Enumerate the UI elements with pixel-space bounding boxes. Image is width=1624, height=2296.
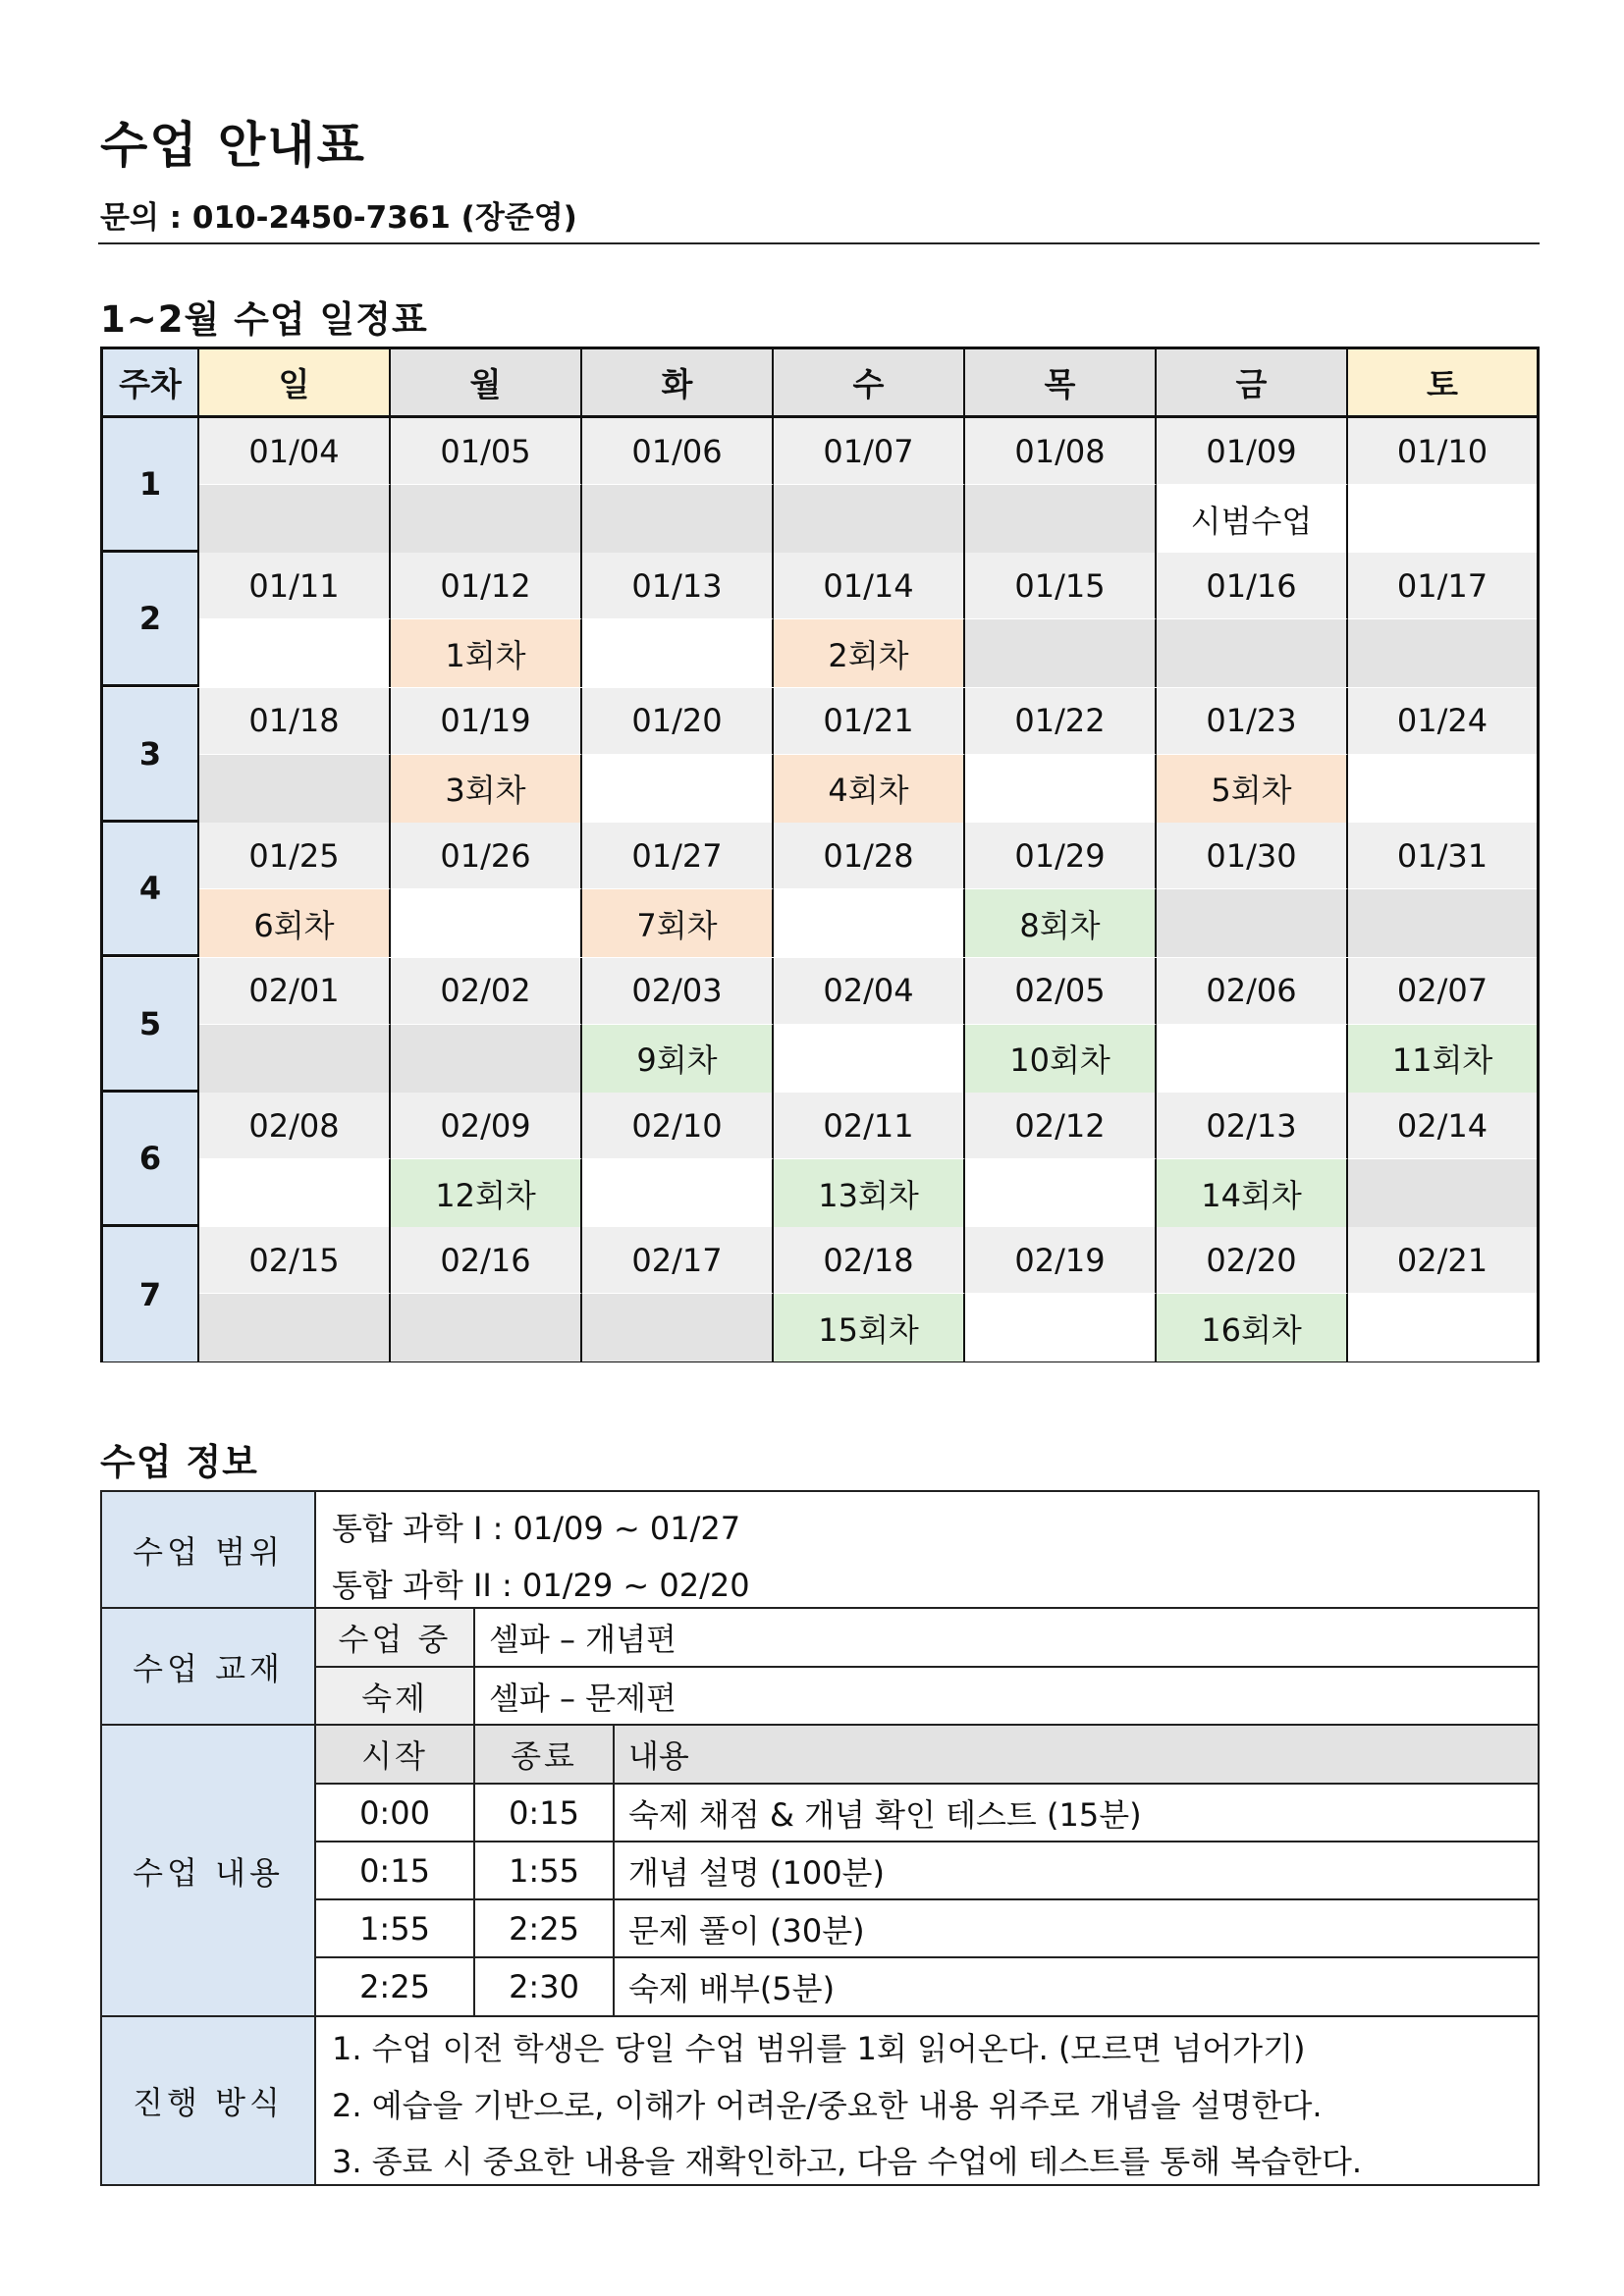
date-cell-wed: 01/28: [774, 823, 965, 889]
session-cell-thu: 8회차: [965, 889, 1157, 957]
date-cell-wed: 02/11: [774, 1093, 965, 1159]
date-cell-thu: 02/12: [965, 1093, 1157, 1159]
week-number: 3: [103, 688, 199, 820]
week-number: 4: [103, 823, 199, 954]
content-label: 수업 내용: [102, 1726, 316, 2015]
date-cell-tue: 01/27: [582, 823, 774, 889]
date-cell-thu: 01/08: [965, 418, 1157, 485]
session-cell-sun: [199, 1294, 391, 1362]
date-cell-wed: 02/04: [774, 958, 965, 1025]
date-cell-fri: 01/16: [1157, 553, 1348, 619]
schedule-header-row: [103, 349, 1537, 418]
day-header-fri: 금: [1157, 349, 1348, 415]
date-cell-tue: 02/10: [582, 1093, 774, 1159]
session-cell-thu: [965, 619, 1157, 687]
content-start-time: 0:00: [359, 1793, 430, 1832]
date-cell-thu: 02/05: [965, 958, 1157, 1025]
session-cell-fri: [1157, 1025, 1348, 1093]
session-cell-sun: [199, 619, 391, 687]
info-table: [100, 1490, 1540, 2186]
session-cell-sun: [199, 755, 391, 823]
date-cell-fri: 01/23: [1157, 688, 1348, 755]
date-cell-sat: 01/24: [1348, 688, 1537, 755]
date-cell-sun: 01/25: [199, 823, 391, 889]
session-cell-tue: 9회차: [582, 1025, 774, 1093]
session-cell-sat: [1348, 619, 1537, 687]
date-cell-thu: 02/19: [965, 1227, 1157, 1294]
date-cell-tue: 02/17: [582, 1227, 774, 1294]
session-cell-sat: [1348, 1159, 1537, 1227]
date-cell-wed: 02/18: [774, 1227, 965, 1294]
week-row: [103, 553, 1537, 687]
content-end-time: 2:30: [509, 1967, 579, 2005]
method-line-3: 3. 종료 시 중요한 내용을 재확인하고, 다음 수업에 테스트를 통해 복습한다.: [332, 2143, 1363, 2180]
session-cell-tue: [582, 619, 774, 687]
textbook-inclass-value: 셀파 – 개념편: [489, 1621, 677, 1658]
session-cell-wed: [774, 485, 965, 553]
day-header-mon: 월: [391, 349, 582, 415]
week-number: 7: [103, 1227, 199, 1362]
session-cell-thu: 10회차: [965, 1025, 1157, 1093]
date-cell-sat: 01/10: [1348, 418, 1537, 485]
session-cell-wed: 2회차: [774, 619, 965, 687]
day-header-sat: 토: [1348, 349, 1537, 415]
method-line-1: 1. 수업 이전 학생은 당일 수업 범위를 1회 읽어온다. (모르면 넘어가기): [332, 2030, 1306, 2067]
range-line-1: 통합 과학 I : 01/09 ~ 01/27: [332, 1510, 741, 1547]
date-cell-sun: 02/15: [199, 1227, 391, 1294]
date-cell-tue: 02/03: [582, 958, 774, 1025]
session-cell-mon: 12회차: [391, 1159, 582, 1227]
week-row: [103, 958, 1537, 1093]
date-cell-mon: 01/05: [391, 418, 582, 485]
content-end-time: 1:55: [509, 1851, 579, 1890]
session-cell-mon: [391, 485, 582, 553]
session-cell-mon: [391, 1025, 582, 1093]
session-cell-wed: [774, 889, 965, 957]
session-cell-tue: [582, 1294, 774, 1362]
divider: [102, 2015, 1538, 2017]
session-cell-sat: [1348, 1294, 1537, 1362]
day-header-tue: 화: [582, 349, 774, 415]
session-cell-wed: 13회차: [774, 1159, 965, 1227]
date-cell-wed: 01/07: [774, 418, 965, 485]
session-cell-sat: [1348, 755, 1537, 823]
header-divider: [98, 242, 1540, 244]
contact-info: 문의 : 010-2450-7361 (장준영): [100, 200, 577, 236]
session-cell-fri: 16회차: [1157, 1294, 1348, 1362]
divider: [473, 1607, 475, 1724]
date-cell-sun: 02/01: [199, 958, 391, 1025]
week-row: [103, 688, 1537, 823]
content-header-start: 시작: [316, 1726, 473, 1783]
schedule-section-title: 1~2월 수업 일정표: [100, 298, 428, 341]
date-cell-wed: 01/14: [774, 553, 965, 619]
session-cell-thu: [965, 755, 1157, 823]
date-cell-fri: 02/06: [1157, 958, 1348, 1025]
session-cell-sun: [199, 1159, 391, 1227]
session-cell-fri: 시범수업: [1157, 485, 1348, 553]
session-cell-sat: [1348, 485, 1537, 553]
session-cell-sun: [199, 485, 391, 553]
content-description: 숙제 채점 & 개념 확인 테스트 (15분): [628, 1795, 1142, 1834]
day-header-sun: 일: [199, 349, 391, 415]
info-section-title: 수업 정보: [100, 1441, 258, 1483]
date-cell-sat: 02/07: [1348, 958, 1537, 1025]
session-cell-thu: [965, 1159, 1157, 1227]
date-cell-wed: 01/21: [774, 688, 965, 755]
session-cell-tue: [582, 755, 774, 823]
content-start-time: 0:15: [359, 1851, 430, 1890]
week-number: 2: [103, 553, 199, 684]
session-cell-mon: [391, 889, 582, 957]
date-cell-sat: 01/31: [1348, 823, 1537, 889]
content-end-time: 0:15: [509, 1793, 579, 1832]
session-cell-mon: 1회차: [391, 619, 582, 687]
session-cell-fri: [1157, 889, 1348, 957]
divider: [473, 1724, 475, 2015]
textbook-homework-label: 숙제: [316, 1668, 473, 1724]
date-cell-mon: 02/09: [391, 1093, 582, 1159]
session-cell-thu: [965, 1294, 1157, 1362]
date-cell-mon: 01/26: [391, 823, 582, 889]
session-cell-fri: 5회차: [1157, 755, 1348, 823]
date-cell-thu: 01/15: [965, 553, 1157, 619]
session-cell-sun: [199, 1025, 391, 1093]
date-cell-mon: 02/16: [391, 1227, 582, 1294]
date-cell-fri: 01/09: [1157, 418, 1348, 485]
date-cell-sat: 01/17: [1348, 553, 1537, 619]
date-cell-sun: 01/18: [199, 688, 391, 755]
date-cell-fri: 02/20: [1157, 1227, 1348, 1294]
session-cell-sat: 11회차: [1348, 1025, 1537, 1093]
schedule-table: [100, 347, 1540, 1362]
date-cell-mon: 02/02: [391, 958, 582, 1025]
content-description: 개념 설명 (100분): [628, 1853, 885, 1892]
content-start-time: 1:55: [359, 1909, 430, 1948]
day-header-wed: 수: [774, 349, 965, 415]
session-cell-mon: [391, 1294, 582, 1362]
range-line-2: 통합 과학 II : 01/29 ~ 02/20: [332, 1567, 750, 1604]
content-start-time: 2:25: [359, 1967, 430, 2005]
date-cell-tue: 01/06: [582, 418, 774, 485]
session-cell-sun: 6회차: [199, 889, 391, 957]
range-label: 수업 범위: [102, 1492, 316, 1607]
week-number: 6: [103, 1093, 199, 1224]
session-cell-sat: [1348, 889, 1537, 957]
session-cell-wed: 4회차: [774, 755, 965, 823]
content-description: 숙제 배부(5분): [628, 1969, 836, 2007]
date-cell-sun: 01/04: [199, 418, 391, 485]
textbook-inclass-label: 수업 중: [316, 1609, 473, 1666]
date-cell-mon: 01/19: [391, 688, 582, 755]
session-cell-thu: [965, 485, 1157, 553]
date-cell-tue: 01/13: [582, 553, 774, 619]
week-number: 5: [103, 958, 199, 1090]
week-column-header: 주차: [103, 349, 199, 415]
session-cell-mon: 3회차: [391, 755, 582, 823]
date-cell-sat: 02/14: [1348, 1093, 1537, 1159]
content-description: 문제 풀이 (30분): [628, 1911, 865, 1949]
method-label: 진행 방식: [102, 2017, 316, 2184]
session-cell-tue: 7회차: [582, 889, 774, 957]
date-cell-tue: 01/20: [582, 688, 774, 755]
date-cell-sun: 01/11: [199, 553, 391, 619]
date-cell-thu: 01/29: [965, 823, 1157, 889]
session-cell-wed: 15회차: [774, 1294, 965, 1362]
date-cell-thu: 01/22: [965, 688, 1157, 755]
date-cell-fri: 02/13: [1157, 1093, 1348, 1159]
session-cell-wed: [774, 1025, 965, 1093]
textbook-label: 수업 교재: [102, 1609, 316, 1724]
session-cell-tue: [582, 1159, 774, 1227]
date-cell-sun: 02/08: [199, 1093, 391, 1159]
divider: [613, 1724, 615, 2015]
week-row: [103, 1093, 1537, 1227]
week-row: [103, 1227, 1537, 1362]
week-row: [103, 823, 1537, 957]
method-line-2: 2. 예습을 기반으로, 이해가 어려운/중요한 내용 위주로 개념을 설명한다.: [332, 2087, 1323, 2124]
session-cell-fri: 14회차: [1157, 1159, 1348, 1227]
week-number: 1: [103, 418, 199, 550]
session-cell-fri: [1157, 619, 1348, 687]
date-cell-fri: 01/30: [1157, 823, 1348, 889]
day-header-thu: 목: [965, 349, 1157, 415]
date-cell-mon: 01/12: [391, 553, 582, 619]
content-header-end: 종료: [475, 1726, 613, 1783]
page-title: 수업 안내표: [100, 117, 366, 174]
content-header-desc: 내용: [615, 1726, 1538, 1783]
textbook-homework-value: 셀파 – 문제편: [489, 1679, 677, 1717]
content-end-time: 2:25: [509, 1909, 579, 1948]
week-row: [103, 418, 1537, 553]
session-cell-tue: [582, 485, 774, 553]
date-cell-sat: 02/21: [1348, 1227, 1537, 1294]
